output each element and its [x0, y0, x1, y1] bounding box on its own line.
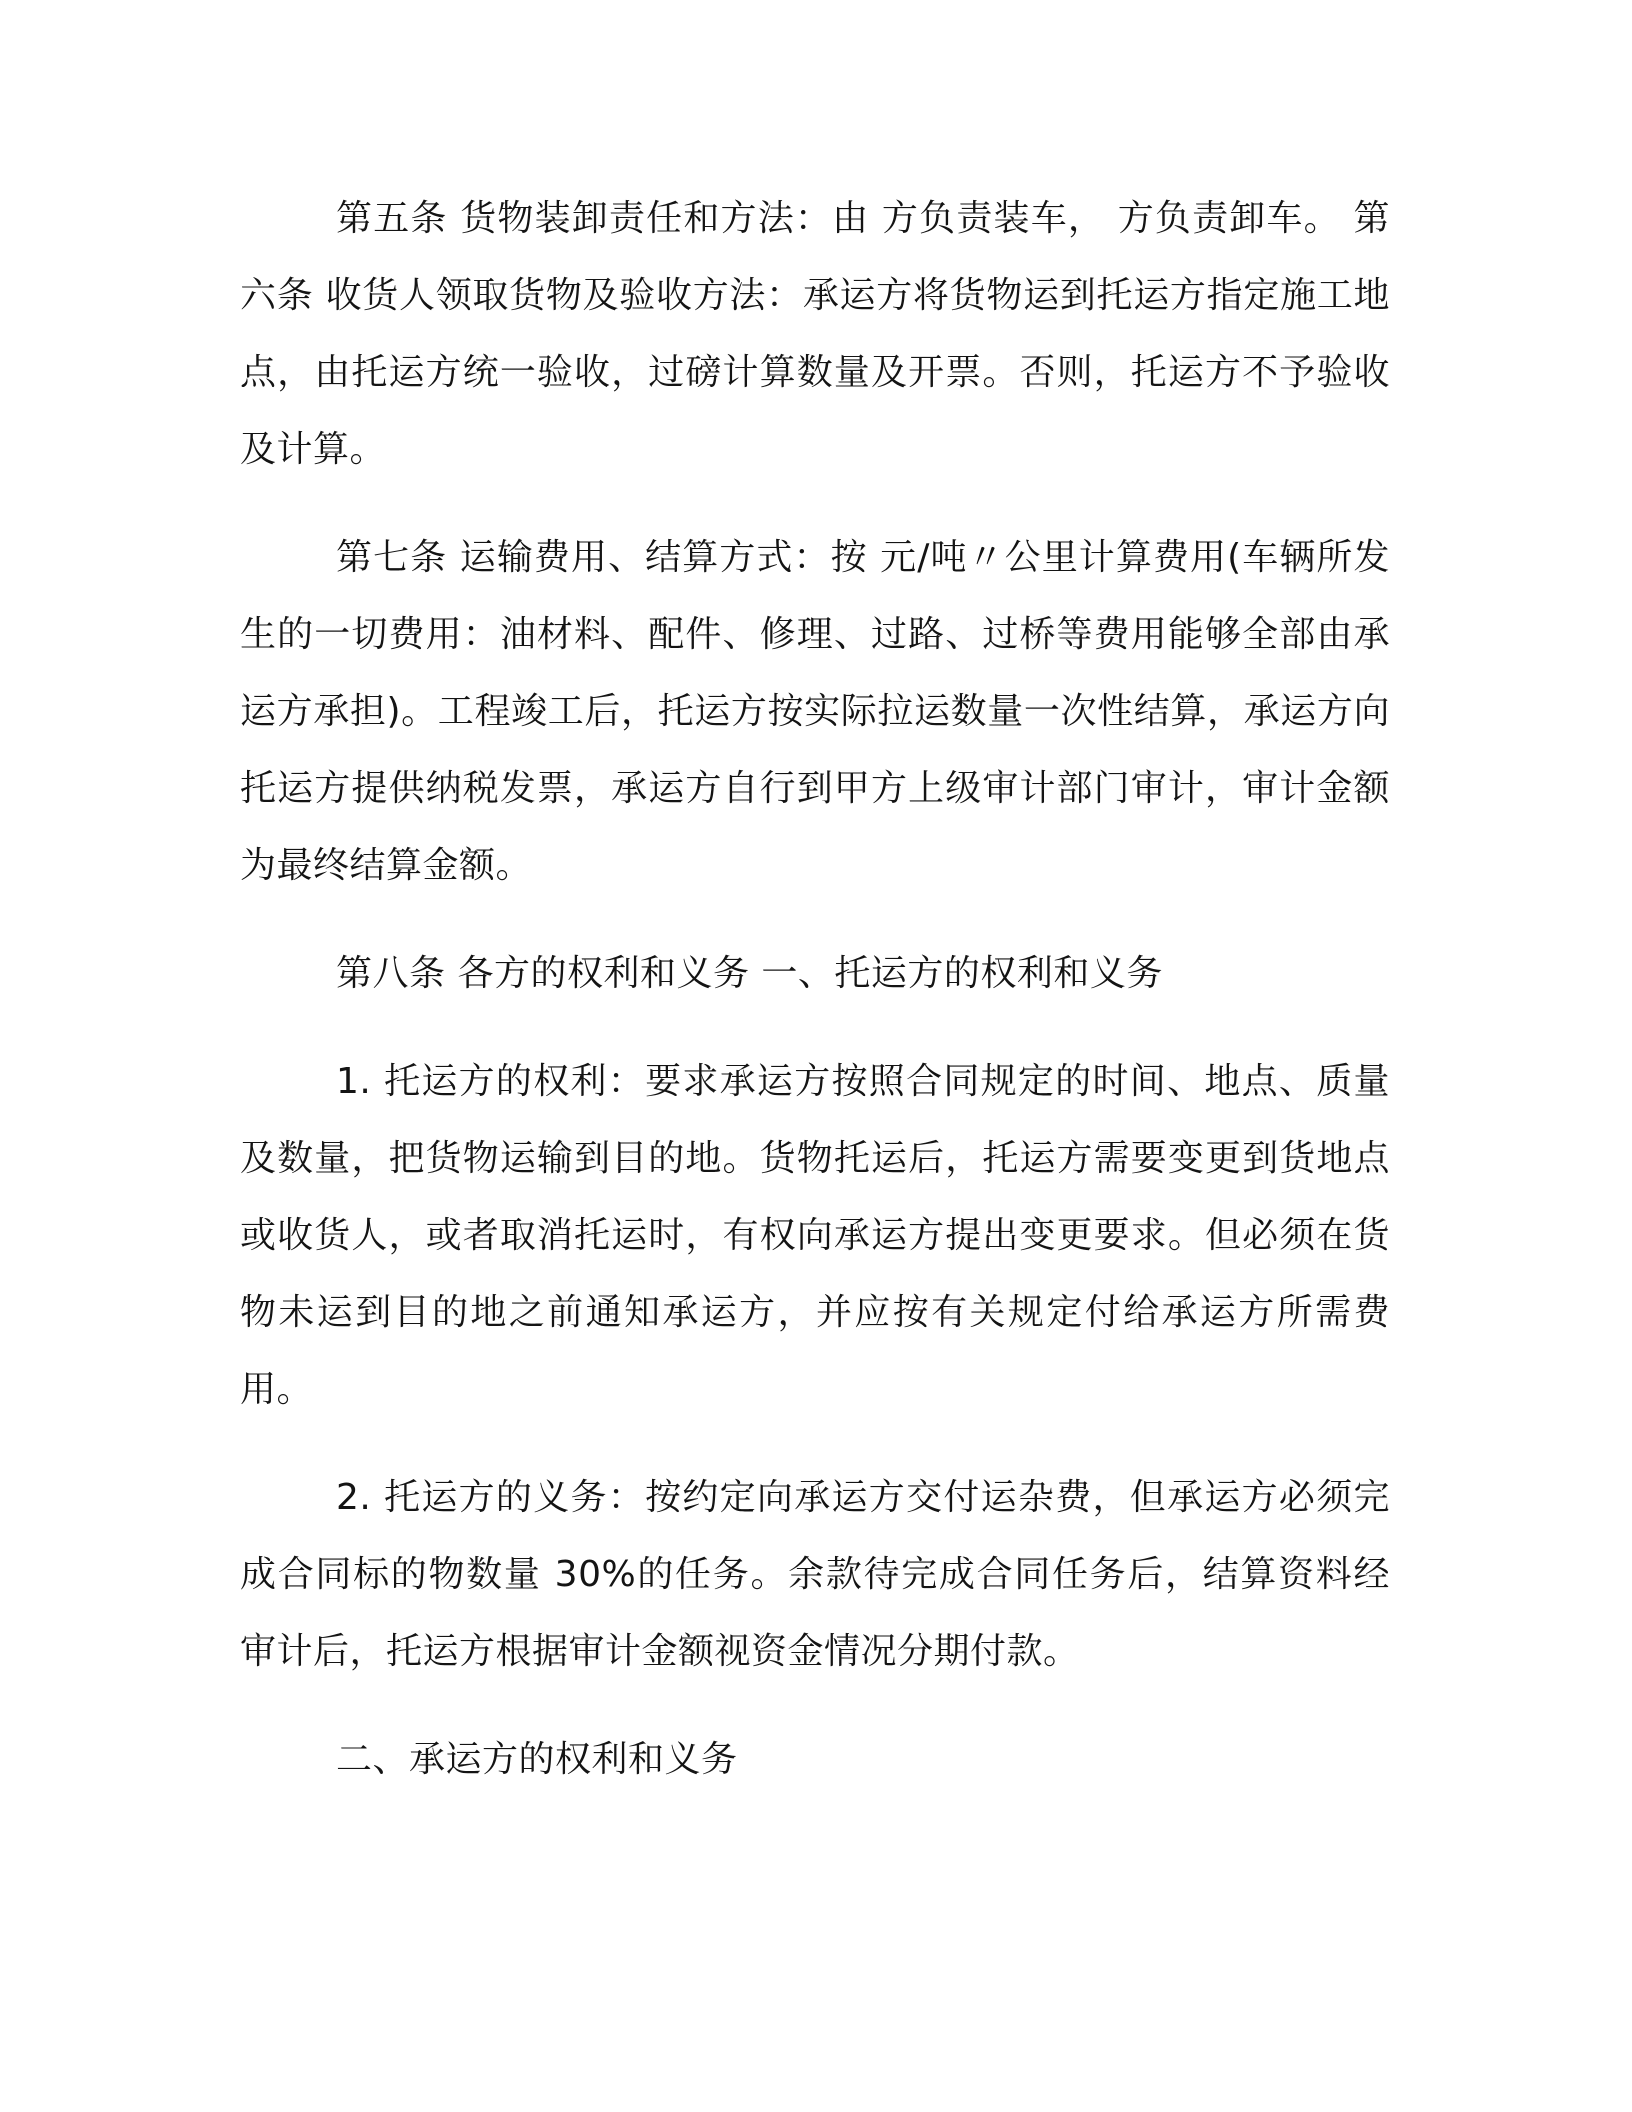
paragraph-shipper-obligations: 2. 托运方的义务：按约定向承运方交付运杂费，但承运方必须完成合同标的物数量 30%的任务。余款待完成合同任务后，结算资料经审计后，托运方根据审计金额视资金情况分期付款。 — [240, 1477, 1390, 1672]
paragraph-article-8-heading: 第八条 各方的权利和义务 一、托运方的权利和义务 — [336, 953, 1163, 994]
paragraph-shipper-rights: 1. 托运方的权利：要求承运方按照合同规定的时间、地点、质量及数量，把货物运输到目的地。货物托运后，托运方需要变更到货地点或收货人，或者取消托运时，有权向承运方提出变更要求。但必须在货物未运到目的地之前通知承运方，并应按有关规定付给承运方所需费用。 — [240, 1061, 1390, 1410]
paragraph-carrier-heading: 二、承运方的权利和义务 — [336, 1739, 738, 1780]
document-body — [240, 180, 1390, 1829]
paragraph-article-5-6: 第五条 货物装卸责任和方法：由 方负责装车， 方负责卸车。 第六条 收货人领取货物及验收方法：承运方将货物运到托运方指定施工地点，由托运方统一验收，过磅计算数量及开票。否则，托运方不予验收及计算。 — [240, 198, 1390, 470]
paragraph-article-7: 第七条 运输费用、结算方式：按 元/吨〃公里计算费用(车辆所发生的一切费用：油材料、配件、修理、过路、过桥等费用能够全部由承运方承担)。工程竣工后，托运方按实际拉运数量一次性结算，承运方向托运方提供纳税发票，承运方自行到甲方上级审计部门审计，审计金额为最终结算金额。 — [240, 537, 1390, 886]
